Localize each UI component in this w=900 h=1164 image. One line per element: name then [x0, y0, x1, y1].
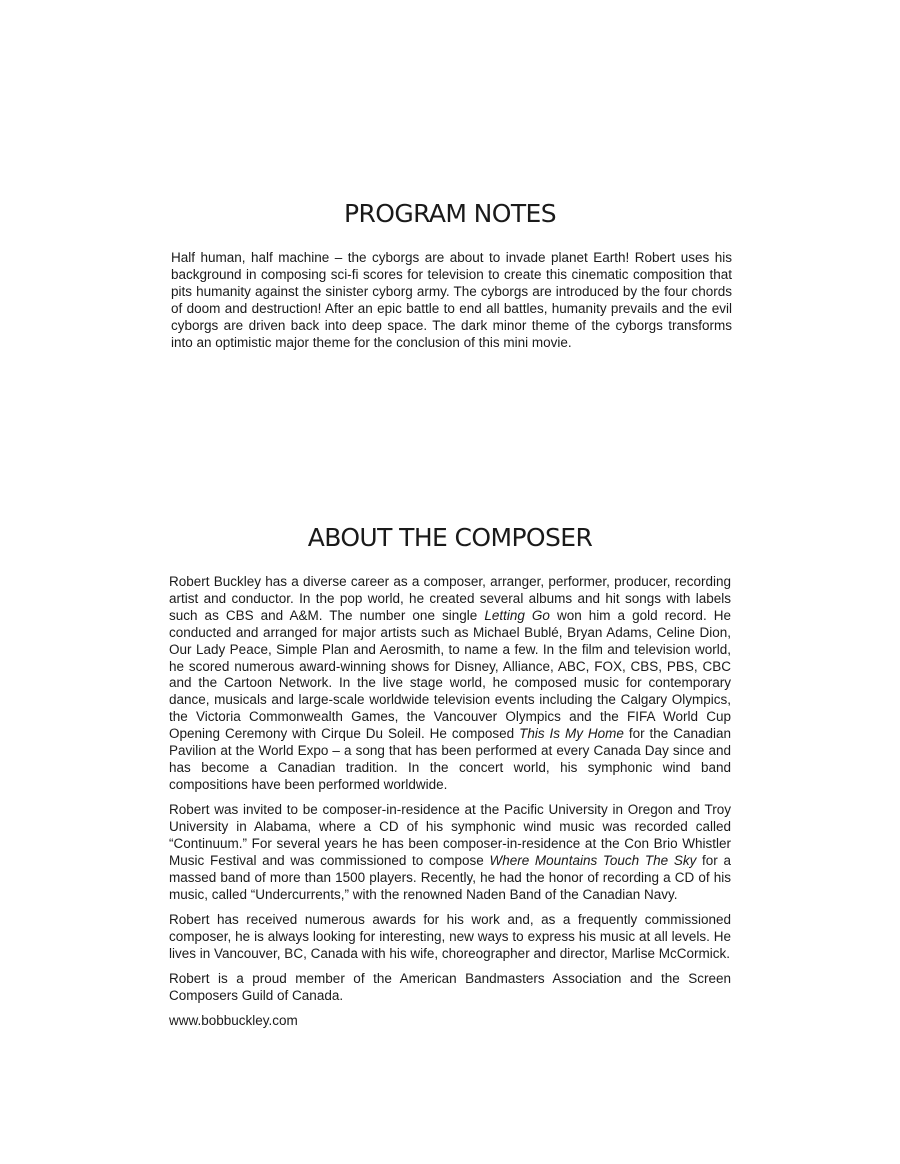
program-notes-section — [171, 250, 732, 351]
bio-paragraph-residencies-text-1: Robert was invited to be composer-in-residence at the Pacific University in Oregon and Troy University in Alabama, where a CD of his symphonic wind music was recorded called “Continuum.” For several years he has been composer-in-residence at the Con Brio Whistler Music Festival and was commissioned to compose — [169, 802, 731, 868]
bio-paragraph-residencies — [169, 802, 731, 903]
bio-paragraph-residencies-text-2: for a massed band of more than 1500 players. Recently, he had the honor of recording a CD of his music, called “Undercurrents,” with the renowned Naden Band of the Canadian Navy. — [169, 852, 731, 902]
about-composer-heading: ABOUT THE COMPOSER — [307, 523, 593, 552]
bio-paragraph-career-text-1: Robert Buckley has a diverse career as a composer, arranger, performer, producer, recording artist and conductor. In the pop world, he created several albums and hit songs with labels such as CBS and A&M. The number one single — [169, 574, 731, 623]
title-where-mountains-touch-the-sky: Where Mountains Touch The Sky — [489, 852, 697, 868]
bio-paragraph-career — [169, 574, 731, 794]
bio-paragraph-career-text-3: for the Canadian Pavilion at the World Expo – a song that has been performed at every Canada Day since and has become a Canadian tradition. In the concert world, his symphonic wind band compositions have been performed worldwide. — [169, 726, 731, 792]
bio-paragraph-memberships: Robert is a proud member of the American Bandmasters Association and the Screen Composers Guild of Canada. — [169, 971, 731, 1004]
program-notes-paragraph: Half human, half machine – the cyborgs are about to invade planet Earth! Robert uses his background in composing sci-fi scores for television to create this cinematic composition that pits humanity against the sinister cyborg army. The cyborgs are introduced by the four chords of doom and destruction! After an epic battle to end all battles, humanity prevails and the evil cyborgs are driven back into deep space. The dark minor theme of the cyborgs transforms into an optimistic major theme for the conclusion of this mini movie. — [171, 250, 732, 350]
bio-paragraph-awards: Robert has received numerous awards for his work and, as a frequently commissioned composer, he is always looking for interesting, new ways to express his music at all levels. He lives in Vancouver, BC, Canada with his wife, choreographer and director, Marlise McCormick. — [169, 912, 731, 961]
title-letting-go: Letting Go — [484, 607, 550, 623]
title-this-is-my-home: This Is My Home — [519, 726, 624, 742]
website-link[interactable]: www.bobbuckley.com — [169, 1013, 298, 1029]
about-composer-section — [169, 574, 731, 1030]
program-notes-heading: PROGRAM NOTES — [344, 199, 556, 228]
bio-paragraph-career-text-2: won him a gold record. He conducted and arranged for major artists such as Michael Bublé, Bryan Adams, Celine Dion, Our Lady Peace, Simple Plan and Aerosmith, to name a few. In the film and television world, he scored numerous award-winning shows for Disney, Alliance, ABC, FOX, CBS, PBS, CBC and the Cartoon Network. In the live stage world, he composed music for contemporary dance, musicals and large-scale worldwide television events including the Calgary Olympics, the Victoria Commonwealth Games, the Vancouver Olympics and the FIFA World Cup Opening Ceremony with Cirque Du Soleil. He composed — [169, 607, 731, 742]
